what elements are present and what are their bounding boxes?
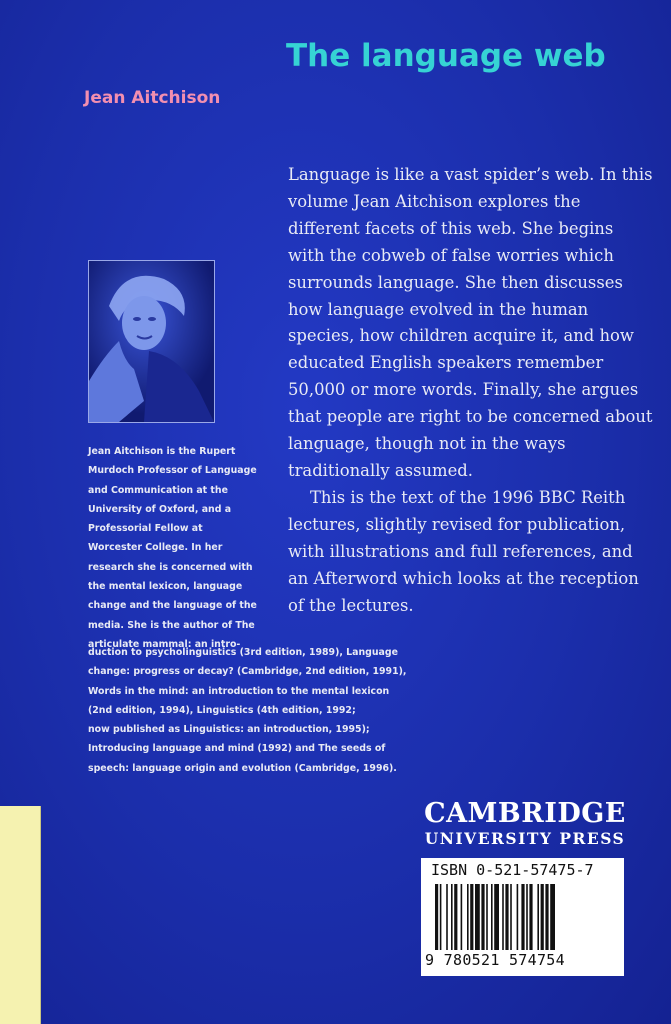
bio-line: change: progress or decay? (Cambridge, 2nd edition, 1991), xyxy=(88,666,407,678)
barcode-bar xyxy=(494,884,499,950)
bio-line: (2nd edition, 1994), Linguistics (4th edition, 1992; xyxy=(88,704,356,716)
barcode-bar xyxy=(505,884,508,950)
bio-line: duction to psycholinguistics (3rd edition, 1989), Language xyxy=(88,647,398,658)
author-name: Jean Aitchison xyxy=(84,88,221,108)
bio-line: University of Oxford, and a xyxy=(88,503,232,515)
barcode-bar xyxy=(510,884,512,950)
barcode-bar xyxy=(454,884,457,950)
author-portrait-image xyxy=(89,261,214,422)
bio-line: Worcester College. In her xyxy=(88,542,223,554)
barcode-bar xyxy=(486,884,488,950)
bio-line: speech: language origin and evolution (Cambridge, 1996). xyxy=(88,762,397,774)
barcode-bar xyxy=(502,884,504,950)
barcode-bar xyxy=(470,884,473,950)
barcode-bar xyxy=(550,884,555,950)
author-bio-lower xyxy=(88,643,448,778)
barcode-bar xyxy=(521,884,524,950)
barcode-bar xyxy=(467,884,469,950)
blurb xyxy=(288,162,653,619)
barcode-image xyxy=(435,884,611,950)
barcode-bar xyxy=(481,884,484,950)
author-bio-upper xyxy=(88,442,278,654)
barcode-bar xyxy=(435,884,438,950)
isbn-label: ISBN 0-521-57475-7 xyxy=(431,861,594,879)
blurb-paragraph-1: Language is like a vast spider’s web. In this volume Jean Aitchison explores the different facets of this web. She begins with the cobweb of false worries which surrounds language. She then discusses how language evolved in the human species, how children acquire it, and how educated English speakers remember 50,000 or more words. Finally, she argues that people are right to be concerned about language, though not in the ways traditionally assumed. xyxy=(288,165,653,480)
bio-line: change and the language of the xyxy=(88,600,257,612)
bio-line: Introducing language and mind (1992) and The seeds of xyxy=(88,743,386,755)
barcode-bar xyxy=(475,884,480,950)
barcode-bar xyxy=(491,884,493,950)
bio-line: Murdoch Professor of Language xyxy=(88,465,257,477)
barcode-bar xyxy=(537,884,539,950)
bio-line: Words in the mind: an introduction to the mental lexicon xyxy=(88,685,390,697)
bio-line: and Communication at the xyxy=(88,484,228,496)
author-photo xyxy=(88,260,215,423)
barcode-bar xyxy=(440,884,442,950)
barcode-bar xyxy=(526,884,528,950)
publisher-logo-name: CAMBRIDGE xyxy=(424,798,626,829)
publisher-logo-subtitle: UNIVERSITY PRESS xyxy=(424,829,626,848)
ean-number: 9 780521 574754 xyxy=(425,951,565,969)
book-title: The language web xyxy=(286,38,606,74)
library-sticker xyxy=(0,806,41,1024)
barcode-bar xyxy=(529,884,532,950)
barcode-bar xyxy=(446,884,448,950)
barcode-bar xyxy=(461,884,463,950)
barcode-panel xyxy=(421,858,624,976)
bio-line: Jean Aitchison is the Rupert xyxy=(88,446,236,457)
bio-line: articulate mammal: an intro- xyxy=(88,638,241,650)
bio-line: media. She is the author of The xyxy=(88,619,255,631)
blurb-paragraph-2: This is the text of the 1996 BBC Reith lectures, slightly revised for publication, with illustrations and full references, and an Afterword which looks at the reception of the lectures. xyxy=(288,487,639,615)
bio-line: the mental lexicon, language xyxy=(88,581,243,593)
barcode-bar xyxy=(545,884,548,950)
barcode-bar xyxy=(541,884,544,950)
bio-line: Professorial Fellow at xyxy=(88,523,203,535)
barcode-bar xyxy=(451,884,453,950)
bio-line: now published as Linguistics: an introduction, 1995); xyxy=(88,724,370,736)
barcode-bar xyxy=(517,884,519,950)
bio-line: research she is concerned with xyxy=(88,561,253,573)
